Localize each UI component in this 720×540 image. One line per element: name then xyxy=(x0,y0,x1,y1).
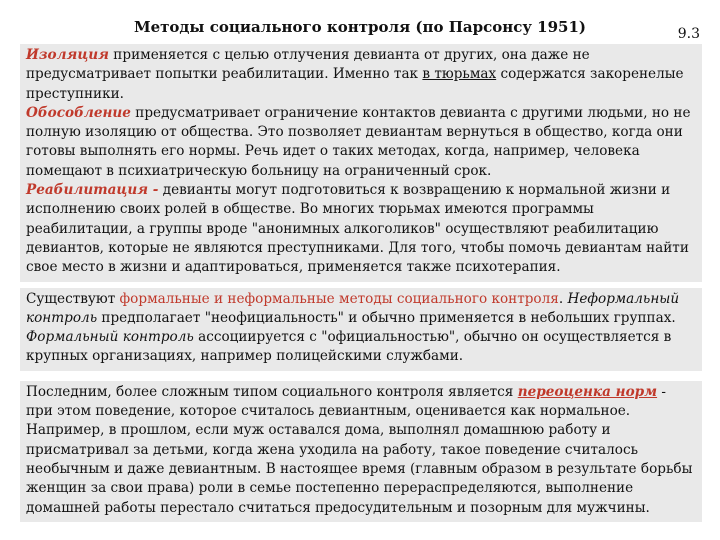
s2-text-4: ассоциируется с "официальностью", обычно он осуществляется в крупных организациях, например полицейскими службами. xyxy=(26,329,672,365)
rehab-term: Реабилитация - xyxy=(26,182,159,199)
section-methods xyxy=(20,44,702,282)
s2-highlight: формальные и неформальные методы социального контроля xyxy=(119,290,559,307)
s2-text-1: Существуют xyxy=(26,290,120,307)
formal-term: Формальный контроль xyxy=(26,329,194,346)
s3-text-1: Последним, более сложным типом социального контроля является xyxy=(26,383,518,400)
s2-text-2: . xyxy=(558,290,568,307)
s3-highlight: переоценка норм xyxy=(517,383,658,400)
s2-text-3: предполагает "неофициальность" и обычно применяется в небольших группах. xyxy=(97,309,676,326)
separation-term: Обособление xyxy=(26,104,131,121)
page-number: 9.3 xyxy=(677,26,700,42)
s3-text-2: - при этом поведение, которое считалось девиантным, оценивается как нормальное. Например, в прошлом, если муж оставался дома, выполнял домашнюю работу и присматривал за детьми, когда жена уходила на работу, такое поведение считалось необычным и даже девиантным. В настоящее время (главным образом в результате борьбы женщин за свои права) роли в семье постепенно перераспределяются, выполнение домашней работы перестало считаться предосудительным и позорным для мужчины. xyxy=(26,383,693,516)
section-formal-informal xyxy=(20,288,702,371)
isolation-term: Изоляция xyxy=(26,47,109,63)
separation-text: предусматривает ограничение контактов девианта с другими людьми, но не полную изоляцию от общества. Это позволяет девиантам вернуться в общество, когда они готовы выполнять его нормы. Речь идет о таких методах, когда, например, человека помещают в психиатрическую больницу на ограниченный срок. xyxy=(26,104,691,179)
section-norm-reassessment xyxy=(20,381,702,522)
isolation-underlined: в тюрьмах xyxy=(422,66,497,83)
page-title: Методы социального контроля (по Парсонсу 1951) xyxy=(133,18,586,36)
isolation-text-2: содержатся закоренелые преступники. xyxy=(26,66,684,102)
rehab-text: девианты могут подготовиться к возвращению к нормальной жизни и исполнению своих ролей в обществе. Во многих тюрьмах имеются программы реабилитации, а группы вроде "анонимных алкоголиков" осуществляют реабилитацию девиантов, которые не являются преступниками. Для того, чтобы помочь девиантам найти свое место в жизни и адаптироваться, применяется также психотерапия. xyxy=(26,182,689,276)
isolation-text-1: применяется с целью отлучения девианта от других, она даже не предусматривает попытки реабилитации. Именно так xyxy=(26,47,590,83)
divider xyxy=(20,371,702,381)
content-panel xyxy=(20,44,702,522)
informal-term: Неформальный контроль xyxy=(26,290,680,326)
